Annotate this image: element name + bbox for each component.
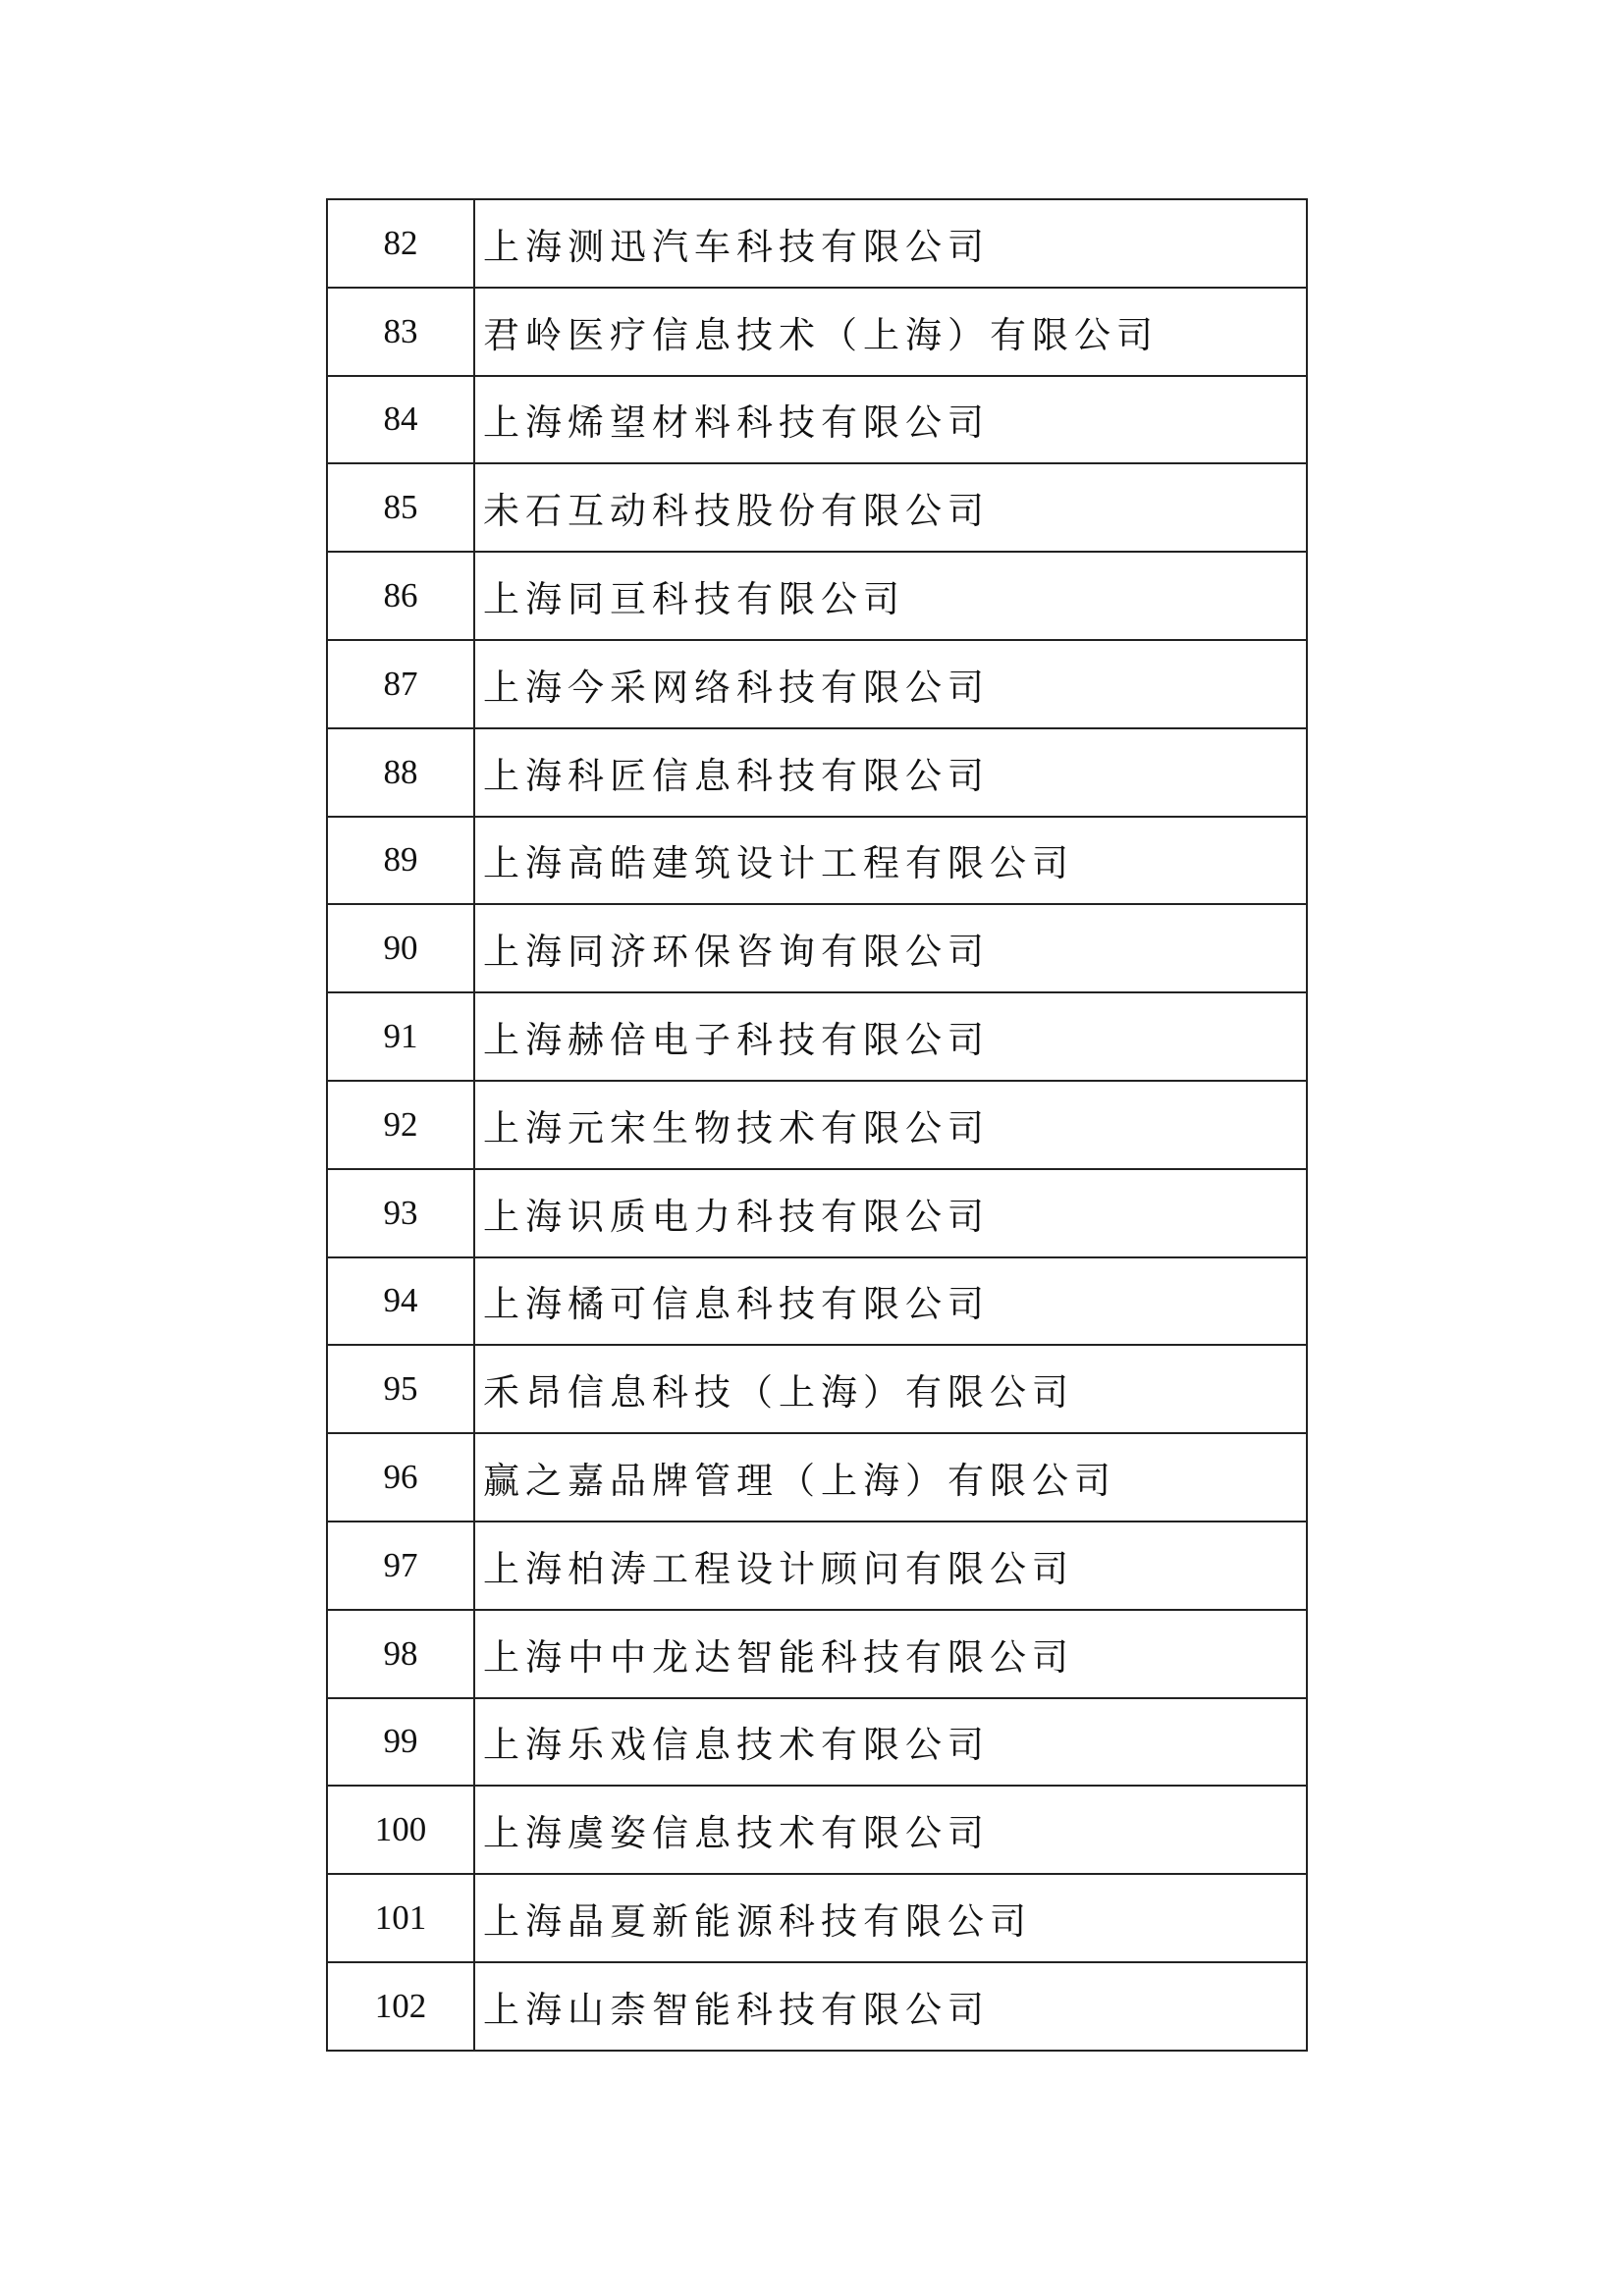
row-number: 84 [327, 376, 474, 464]
company-name: 上海虞姿信息技术有限公司 [474, 1786, 1307, 1874]
table-row [327, 1610, 1307, 1698]
table-row [327, 1345, 1307, 1433]
row-number: 85 [327, 463, 474, 552]
table-row [327, 1257, 1307, 1346]
table-row [327, 1081, 1307, 1169]
row-number: 83 [327, 288, 474, 376]
row-number: 93 [327, 1169, 474, 1257]
table-row [327, 817, 1307, 905]
row-number: 90 [327, 904, 474, 992]
table-row [327, 640, 1307, 728]
table-row [327, 728, 1307, 817]
row-number: 82 [327, 199, 474, 288]
row-number: 101 [327, 1874, 474, 1962]
company-name: 上海同亘科技有限公司 [474, 552, 1307, 640]
table-row [327, 199, 1307, 288]
row-number: 102 [327, 1962, 474, 2051]
row-number: 88 [327, 728, 474, 817]
company-name: 上海识质电力科技有限公司 [474, 1169, 1307, 1257]
row-number: 99 [327, 1698, 474, 1787]
table-row [327, 288, 1307, 376]
row-number: 100 [327, 1786, 474, 1874]
company-name: 赢之嘉品牌管理（上海）有限公司 [474, 1433, 1307, 1522]
company-name: 上海中中龙达智能科技有限公司 [474, 1610, 1307, 1698]
company-name: 上海同济环保咨询有限公司 [474, 904, 1307, 992]
row-number: 86 [327, 552, 474, 640]
table-row [327, 552, 1307, 640]
table-row [327, 463, 1307, 552]
table-row [327, 376, 1307, 464]
company-list-table [326, 198, 1308, 2052]
row-number: 98 [327, 1610, 474, 1698]
company-list-body [327, 199, 1307, 2051]
row-number: 89 [327, 817, 474, 905]
company-name: 上海高皓建筑设计工程有限公司 [474, 817, 1307, 905]
table-row [327, 904, 1307, 992]
company-name: 上海山柰智能科技有限公司 [474, 1962, 1307, 2051]
table-row [327, 1874, 1307, 1962]
company-name: 上海橘可信息科技有限公司 [474, 1257, 1307, 1346]
table-row [327, 1522, 1307, 1610]
company-name: 上海烯望材料科技有限公司 [474, 376, 1307, 464]
company-name: 上海科匠信息科技有限公司 [474, 728, 1307, 817]
company-name: 上海晶夏新能源科技有限公司 [474, 1874, 1307, 1962]
row-number: 95 [327, 1345, 474, 1433]
company-name: 上海测迅汽车科技有限公司 [474, 199, 1307, 288]
table-row [327, 1433, 1307, 1522]
row-number: 96 [327, 1433, 474, 1522]
company-name: 上海赫倍电子科技有限公司 [474, 992, 1307, 1081]
company-name: 君岭医疗信息技术（上海）有限公司 [474, 288, 1307, 376]
table-row [327, 1962, 1307, 2051]
row-number: 94 [327, 1257, 474, 1346]
company-name: 未石互动科技股份有限公司 [474, 463, 1307, 552]
table-row [327, 1786, 1307, 1874]
row-number: 97 [327, 1522, 474, 1610]
company-name: 上海乐戏信息技术有限公司 [474, 1698, 1307, 1787]
company-name: 禾昂信息科技（上海）有限公司 [474, 1345, 1307, 1433]
table-row [327, 992, 1307, 1081]
row-number: 91 [327, 992, 474, 1081]
table-row [327, 1698, 1307, 1787]
row-number: 92 [327, 1081, 474, 1169]
company-name: 上海今采网络科技有限公司 [474, 640, 1307, 728]
company-name: 上海元宋生物技术有限公司 [474, 1081, 1307, 1169]
company-name: 上海柏涛工程设计顾问有限公司 [474, 1522, 1307, 1610]
table-row [327, 1169, 1307, 1257]
row-number: 87 [327, 640, 474, 728]
